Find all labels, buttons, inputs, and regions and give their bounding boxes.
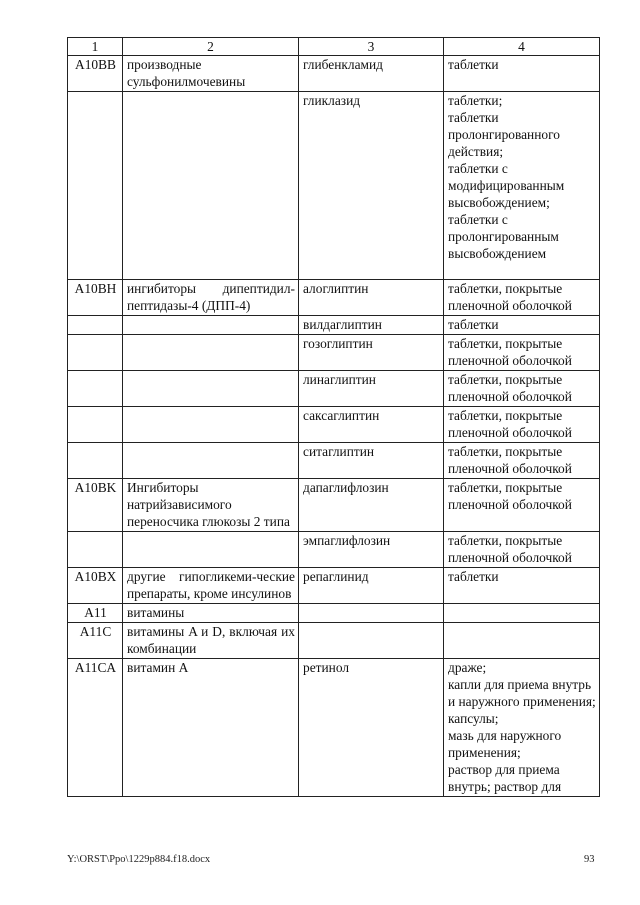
group-name-cell: производные сульфонилмочевины [123, 56, 299, 92]
group-name-cell: витамины A и D, включая их комбинации [123, 623, 299, 659]
dosage-form-cell [444, 568, 600, 604]
drug-name-cell: глибенкламид [299, 56, 444, 92]
table-row [68, 92, 600, 280]
table-row [68, 604, 600, 623]
table-row [68, 371, 600, 407]
dosage-form-line: раствор для приема внутрь; раствор для [448, 762, 562, 794]
atc-code-cell [68, 371, 123, 407]
atc-code-cell [68, 443, 123, 479]
dosage-form-cell [444, 280, 600, 316]
group-name-cell: Ингибиторы натрийзависимого переносчика глюкозы 2 типа [123, 479, 299, 532]
table-row [68, 407, 600, 443]
atc-code-cell [68, 335, 123, 371]
dosage-form-cell [444, 443, 600, 479]
dosage-form-line: таблетки с модифицированным высвобождением; [448, 161, 565, 210]
group-name-cell: ингибиторы дипептидил-пептидазы-4 (ДПП-4) [123, 280, 299, 316]
drug-name-cell: дапаглифлозин [299, 479, 444, 532]
table-row [68, 479, 600, 532]
group-name-cell [123, 443, 299, 479]
dosage-form-line: таблетки [448, 57, 499, 72]
dosage-form-line: таблетки; [448, 93, 503, 108]
dosage-form-cell [444, 335, 600, 371]
table-row [68, 56, 600, 92]
dosage-form-line: таблетки [448, 569, 499, 584]
dosage-form-line: таблетки, покрытые пленочной оболочкой [448, 533, 572, 565]
table-row [68, 568, 600, 604]
drug-name-cell: вилдаглиптин [299, 316, 444, 335]
dosage-form-line: капли для приема внутрь и наружного применения; [448, 677, 596, 709]
group-name-cell [123, 92, 299, 280]
dosage-form-cell [444, 532, 600, 568]
drug-name-cell: репаглинид [299, 568, 444, 604]
dosage-form-cell [444, 371, 600, 407]
group-name-cell [123, 407, 299, 443]
dosage-form-line: таблетки с пролонгированным высвобождением [448, 212, 559, 261]
atc-code-cell: A10BX [68, 568, 123, 604]
dosage-form-cell [444, 316, 600, 335]
dosage-form-line: таблетки, покрытые пленочной оболочкой [448, 336, 572, 368]
drug-name-cell [299, 623, 444, 659]
group-name-cell: другие гипогликеми-ческие препараты, кроме инсулинов [123, 568, 299, 604]
group-name-cell [123, 532, 299, 568]
group-name-cell [123, 316, 299, 335]
dosage-form-cell [444, 407, 600, 443]
dosage-form-line: таблетки, покрытые пленочной оболочкой [448, 372, 572, 404]
header-col-4: 4 [444, 38, 600, 56]
dosage-form-line: драже; [448, 660, 487, 675]
table-body [68, 56, 600, 797]
drug-name-cell: гликлазид [299, 92, 444, 280]
dosage-form-cell [444, 659, 600, 797]
dosage-form-cell [444, 479, 600, 532]
drug-name-cell: эмпаглифлозин [299, 532, 444, 568]
atc-code-cell: A10BK [68, 479, 123, 532]
group-name-cell: витамины [123, 604, 299, 623]
dosage-form-cell [444, 604, 600, 623]
table-row [68, 659, 600, 797]
atc-code-cell: A10BH [68, 280, 123, 316]
table-row [68, 335, 600, 371]
drug-name-cell [299, 604, 444, 623]
group-name-cell [123, 335, 299, 371]
table-row [68, 623, 600, 659]
drug-table [67, 37, 600, 797]
drug-name-cell: ситаглиптин [299, 443, 444, 479]
group-name-cell [123, 371, 299, 407]
drug-name-cell: гозоглиптин [299, 335, 444, 371]
atc-code-cell: A11CA [68, 659, 123, 797]
header-col-1: 1 [68, 38, 123, 56]
dosage-form-line: капсулы; [448, 711, 499, 726]
dosage-form-line: таблетки, покрытые пленочной оболочкой [448, 444, 572, 476]
drug-name-cell: линаглиптин [299, 371, 444, 407]
atc-code-cell [68, 316, 123, 335]
table-row [68, 316, 600, 335]
atc-code-cell [68, 92, 123, 280]
atc-code-cell: A11C [68, 623, 123, 659]
atc-code-cell: A10BB [68, 56, 123, 92]
drug-name-cell: ретинол [299, 659, 444, 797]
dosage-form-cell [444, 623, 600, 659]
dosage-form-line: таблетки, покрытые пленочной оболочкой [448, 408, 572, 440]
atc-code-cell [68, 407, 123, 443]
dosage-form-line: мазь для наружного применения; [448, 728, 562, 760]
group-name-cell: витамин A [123, 659, 299, 797]
page-number: 93 [584, 854, 595, 865]
table-row [68, 280, 600, 316]
dosage-form-line: таблетки [448, 317, 499, 332]
dosage-form-line: таблетки, покрытые пленочной оболочкой [448, 480, 572, 512]
dosage-form-line: таблетки, покрытые пленочной оболочкой [448, 281, 572, 313]
table-row [68, 443, 600, 479]
dosage-form-cell [444, 56, 600, 92]
table-row [68, 532, 600, 568]
dosage-form-cell [444, 92, 600, 280]
header-row [68, 38, 600, 56]
header-col-3: 3 [299, 38, 444, 56]
atc-code-cell [68, 532, 123, 568]
drug-name-cell: алоглиптин [299, 280, 444, 316]
header-col-2: 2 [123, 38, 299, 56]
footer-file-path: Y:\ORST\Ppo\1229p884.f18.docx [67, 854, 211, 865]
dosage-form-line: таблетки пролонгированного действия; [448, 110, 560, 159]
atc-code-cell: A11 [68, 604, 123, 623]
drug-name-cell: саксаглиптин [299, 407, 444, 443]
